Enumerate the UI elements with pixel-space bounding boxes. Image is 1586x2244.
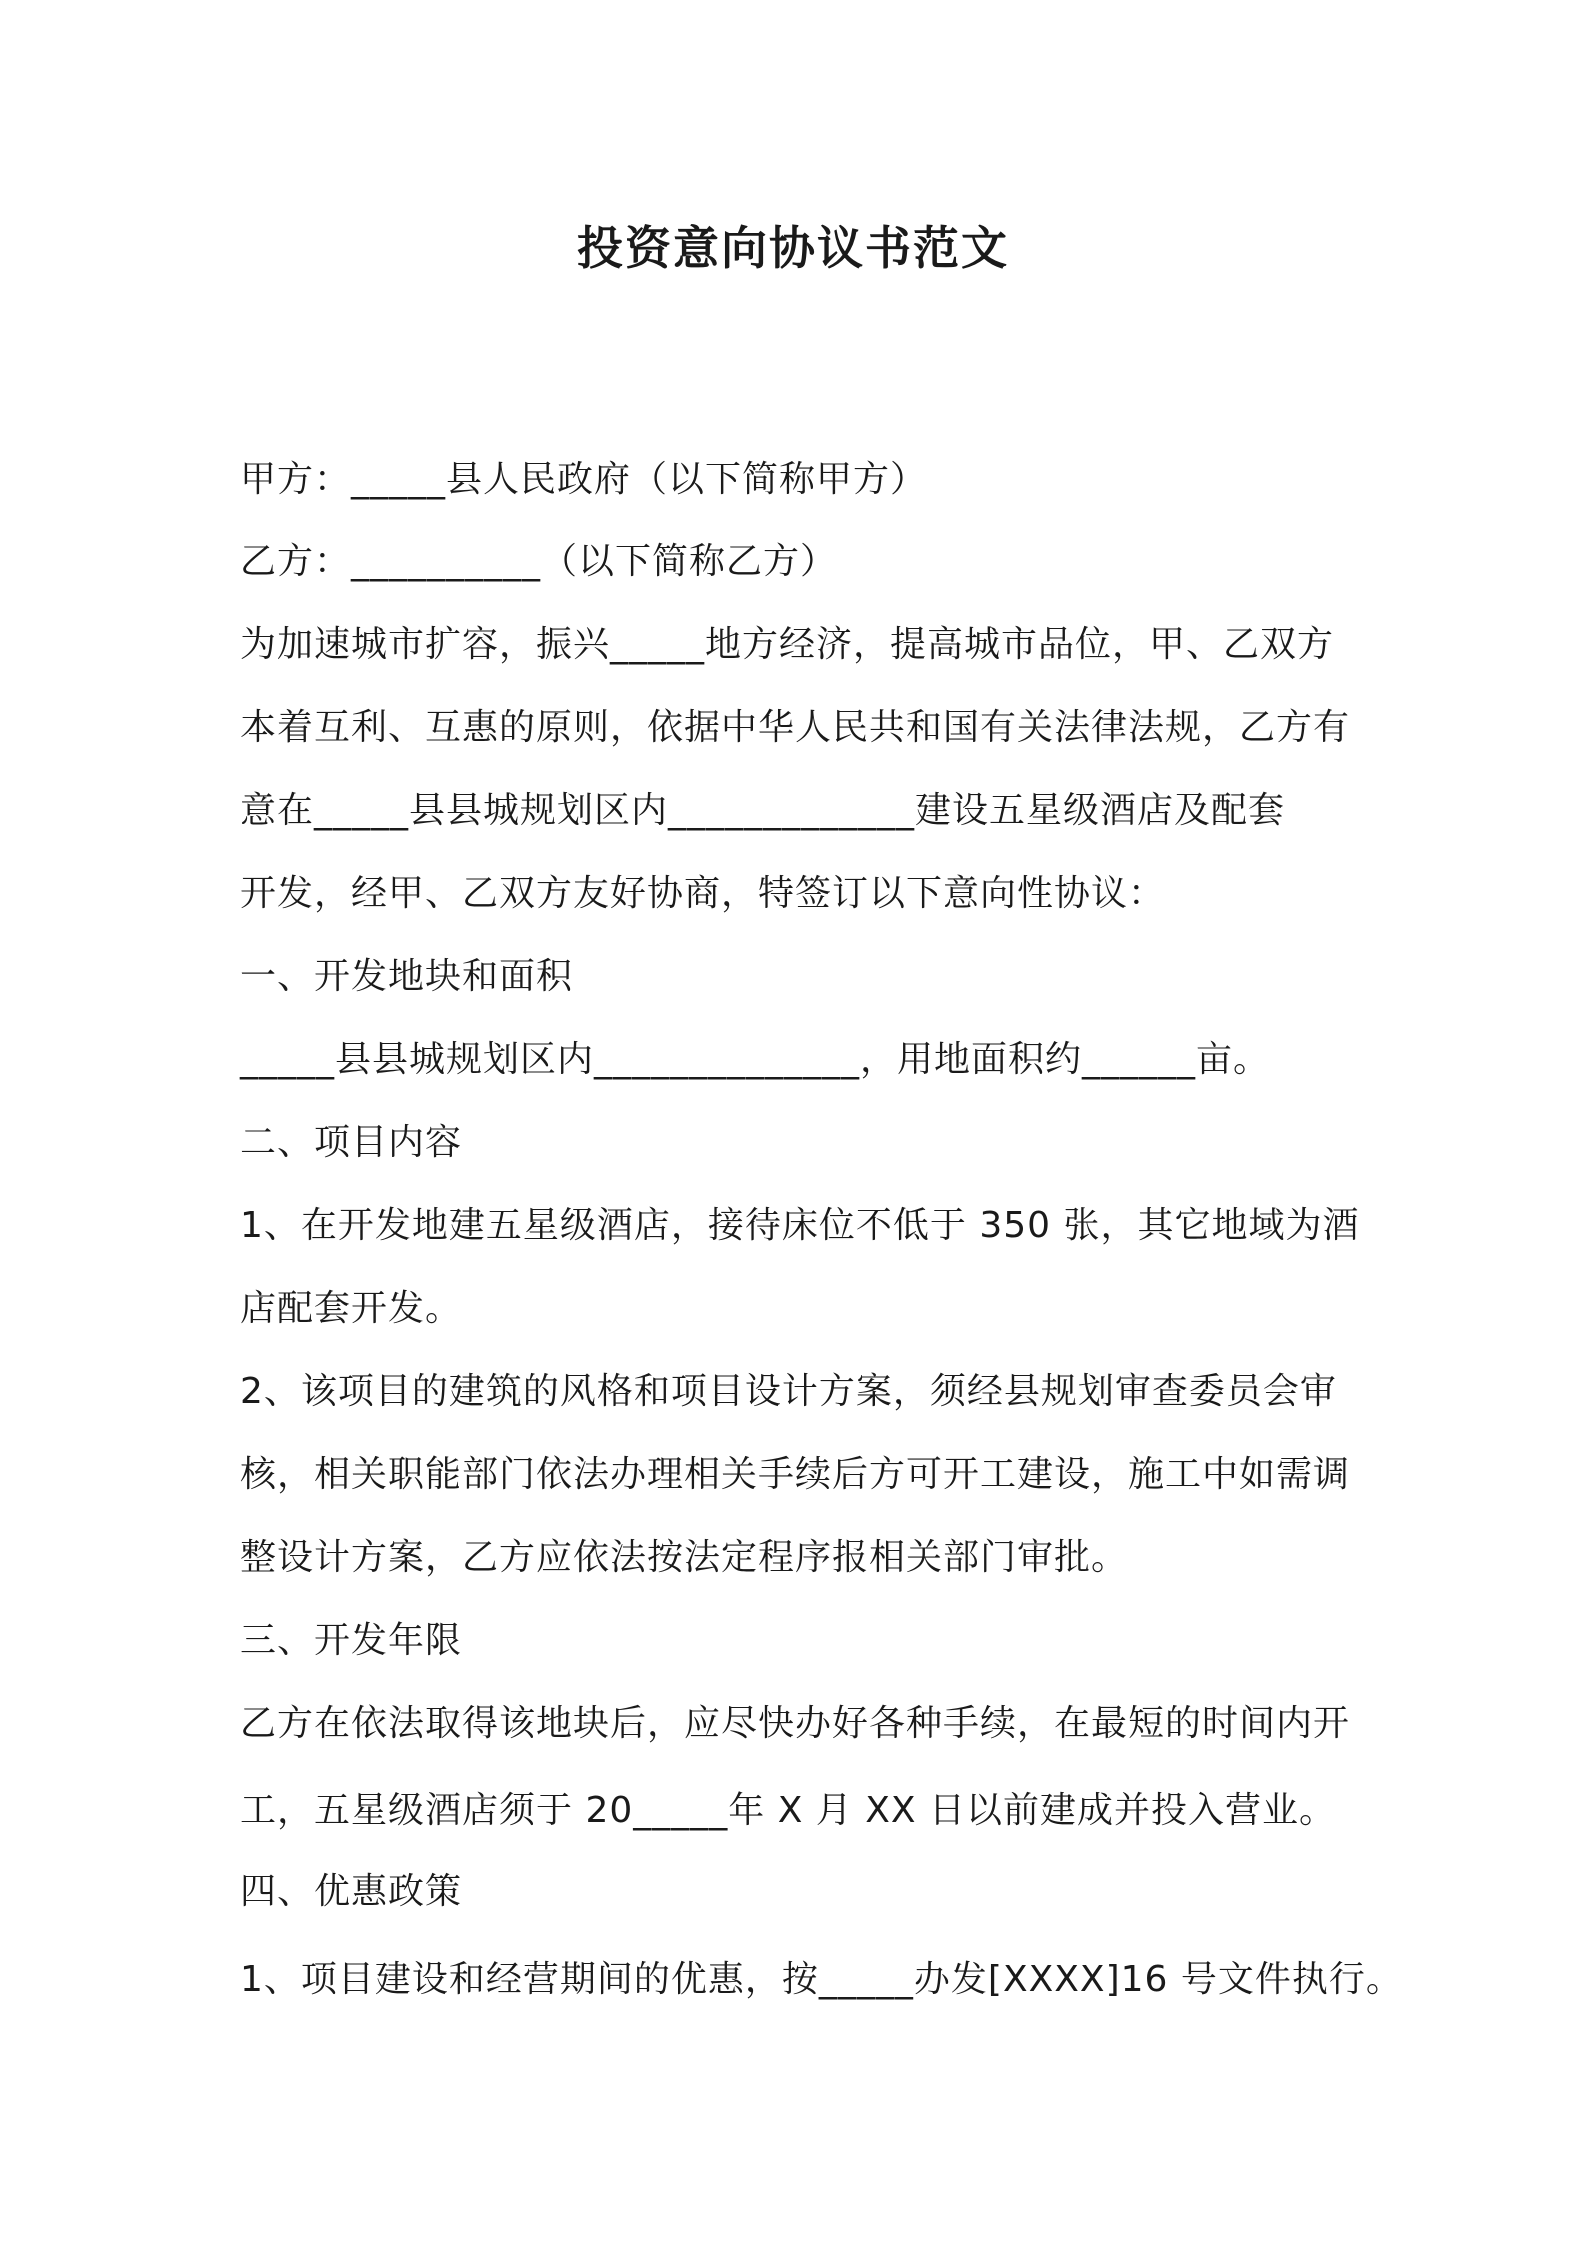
- party-a-line: 甲方：_____县人民政府（以下简称甲方）: [240, 459, 928, 500]
- preamble-line-4: 开发，经甲、乙双方友好协商，特签订以下意向性协议：: [240, 873, 1166, 914]
- section-2-item-1-line-1: 1、在开发地建五星级酒店，接待床位不低于 350 张，其它地域为酒: [240, 1205, 1360, 1246]
- preamble-line-1: 为加速城市扩容，振兴_____地方经济，提高城市品位，甲、乙双方: [240, 624, 1335, 665]
- section-4-item-1: 1、项目建设和经营期间的优惠，按_____办发[XXXX]16 号文件执行。: [240, 1959, 1403, 2000]
- section-2-item-2-line-1: 2、该项目的建筑的风格和项目设计方案，须经县规划审查委员会审: [240, 1371, 1337, 1412]
- party-b-line: 乙方：__________（以下简称乙方）: [240, 541, 838, 582]
- section-1-body: _____县县城规划区内______________，用地面积约______亩。: [240, 1039, 1271, 1080]
- section-2-item-1-line-2: 店配套开发。: [240, 1288, 463, 1329]
- section-2-item-2-line-3: 整设计方案，乙方应依法按法定程序报相关部门审批。: [240, 1537, 1129, 1578]
- section-3-line-2: 工，五星级酒店须于 20_____年 X 月 XX 日以前建成并投入营业。: [240, 1790, 1337, 1831]
- section-heading-1: 一、开发地块和面积: [240, 956, 574, 997]
- section-3-line-1: 乙方在依法取得该地块后，应尽快办好各种手续，在最短的时间内开: [240, 1703, 1351, 1744]
- document-title: 投资意向协议书范文: [577, 221, 1009, 275]
- preamble-line-2: 本着互利、互惠的原则，依据中华人民共和国有关法律法规，乙方有: [240, 707, 1351, 748]
- preamble-line-3: 意在_____县县城规划区内_____________建设五星级酒店及配套: [240, 790, 1286, 831]
- section-heading-2: 二、项目内容: [240, 1122, 463, 1163]
- section-heading-4: 四、优惠政策: [240, 1871, 463, 1912]
- section-heading-3: 三、开发年限: [240, 1620, 463, 1661]
- section-2-item-2-line-2: 核，相关职能部门依法办理相关手续后方可开工建设，施工中如需调: [240, 1454, 1351, 1495]
